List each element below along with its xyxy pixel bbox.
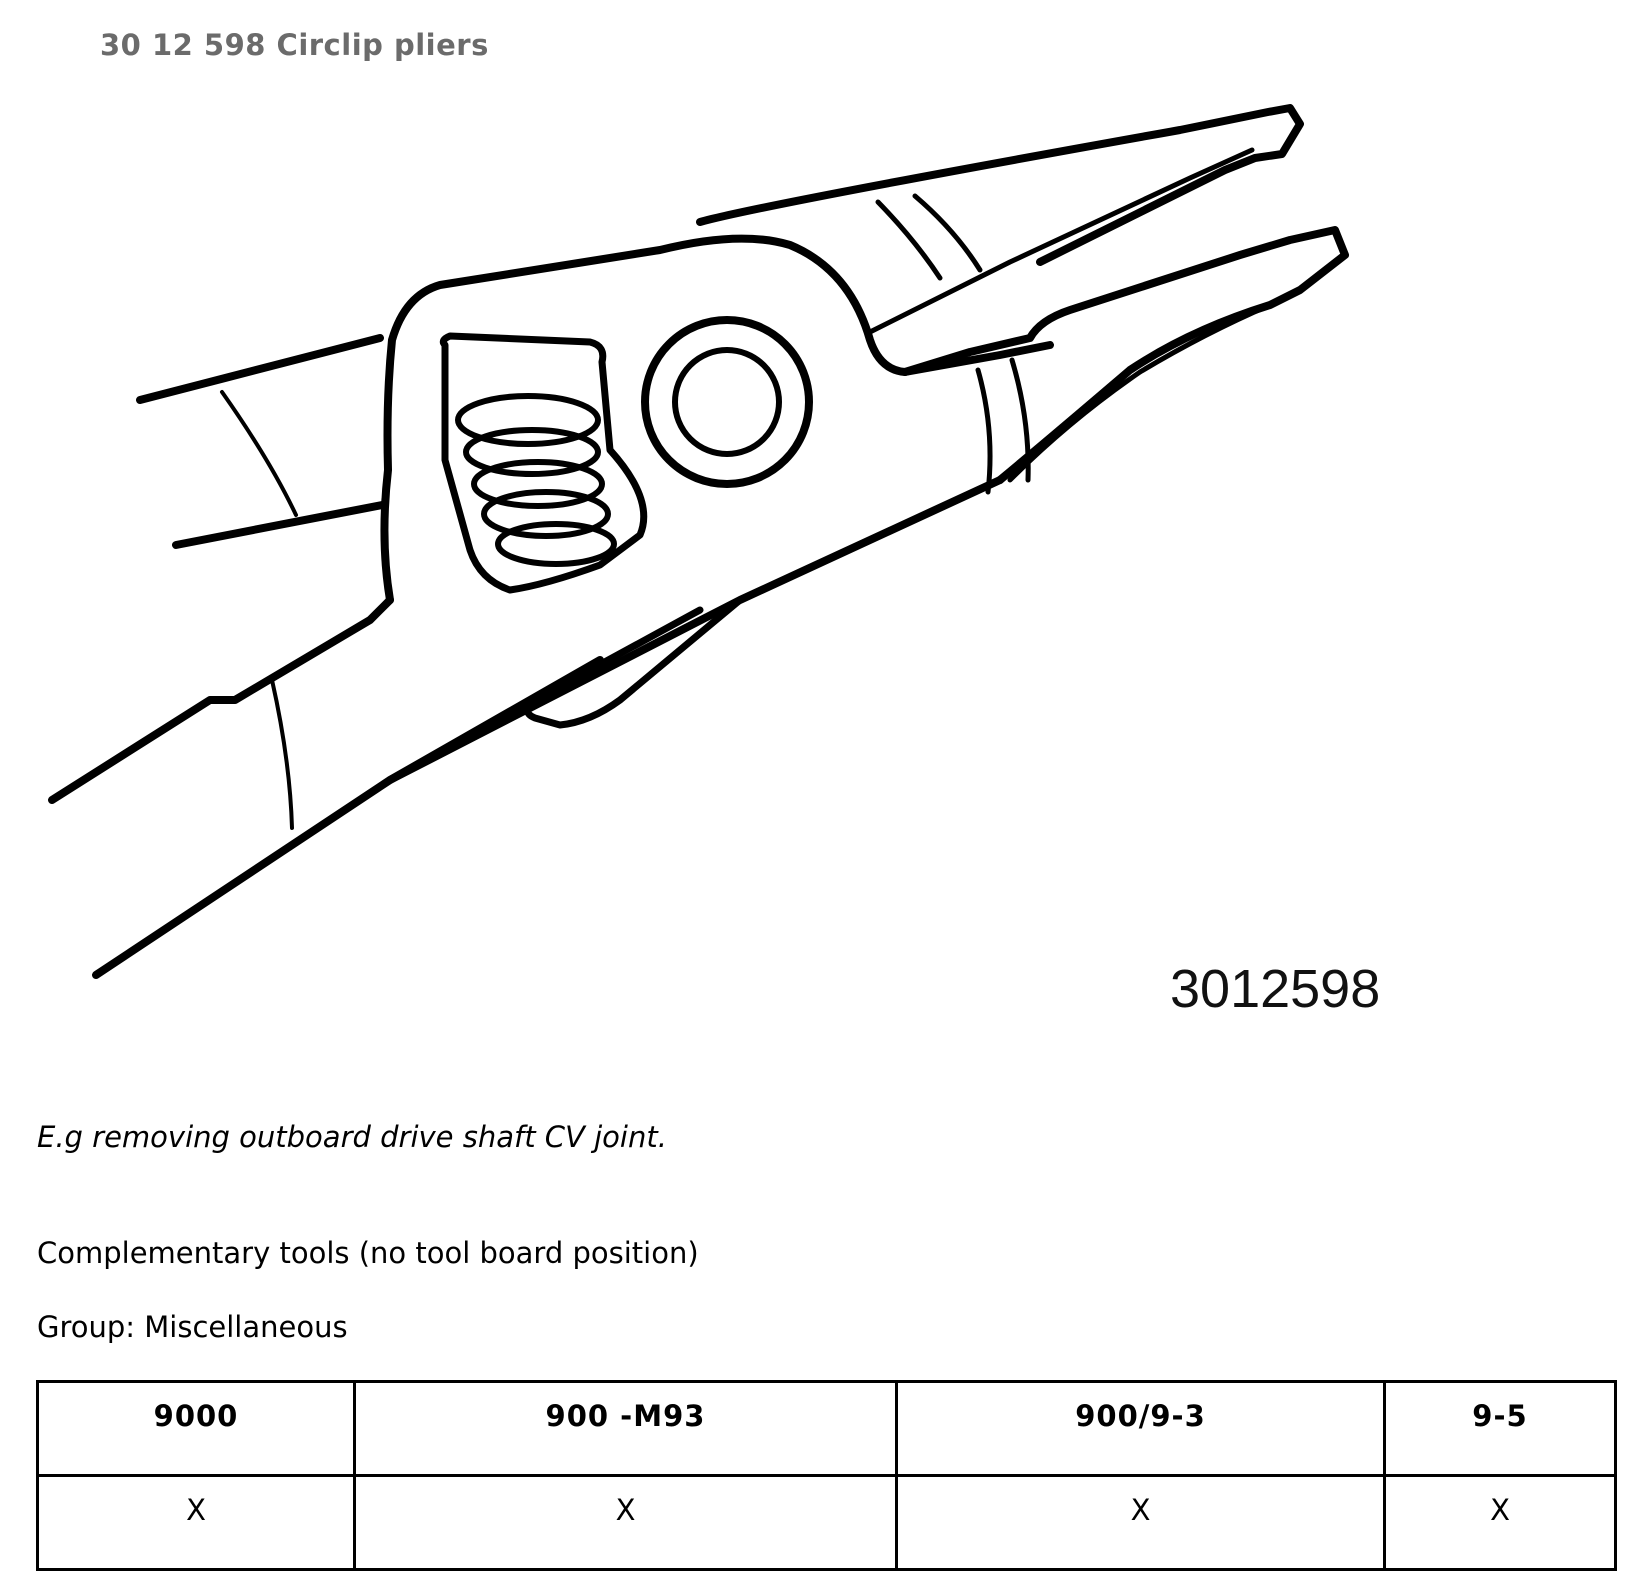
pivot-inner: [675, 350, 779, 454]
upper-handle-lower-edge: [176, 505, 382, 545]
lower-jaw: [905, 230, 1345, 480]
table-header-row: [38, 1382, 1616, 1476]
upper-handle-grip-line: [222, 392, 296, 515]
tool-group: Group: Miscellaneous: [37, 1310, 348, 1344]
header-900-9-3: 900/9-3: [897, 1382, 1385, 1476]
page-title: 30 12 598 Circlip pliers: [100, 28, 489, 62]
spring-coils: [458, 396, 614, 564]
header-900-m93: 900 -M93: [355, 1382, 897, 1476]
header-9000: 9000: [38, 1382, 355, 1476]
cell-900-9-3: X: [897, 1476, 1385, 1570]
cell-9000: X: [38, 1476, 355, 1570]
table-row: [38, 1476, 1616, 1570]
circlip-pliers-illustration: [0, 80, 1632, 1040]
cell-9-5: X: [1385, 1476, 1616, 1570]
cell-900-m93: X: [355, 1476, 897, 1570]
usage-description: E.g removing outboard drive shaft CV joint.: [37, 1120, 667, 1154]
part-number: 3012598: [1170, 959, 1381, 1019]
pliers-body-lower: [390, 480, 1000, 780]
lower-jaw-inner: [1010, 300, 1282, 480]
upper-handle: [140, 338, 380, 400]
pivot-outer: [645, 320, 809, 484]
upper-jaw: [700, 108, 1300, 262]
lower-jaw-ring-1: [978, 370, 990, 492]
compatibility-table: [36, 1380, 1617, 1571]
header-9-5: 9-5: [1385, 1382, 1616, 1476]
lower-handle-grip-line: [272, 680, 292, 828]
tool-category: Complementary tools (no tool board position): [37, 1236, 699, 1270]
lower-handle: [52, 600, 390, 800]
